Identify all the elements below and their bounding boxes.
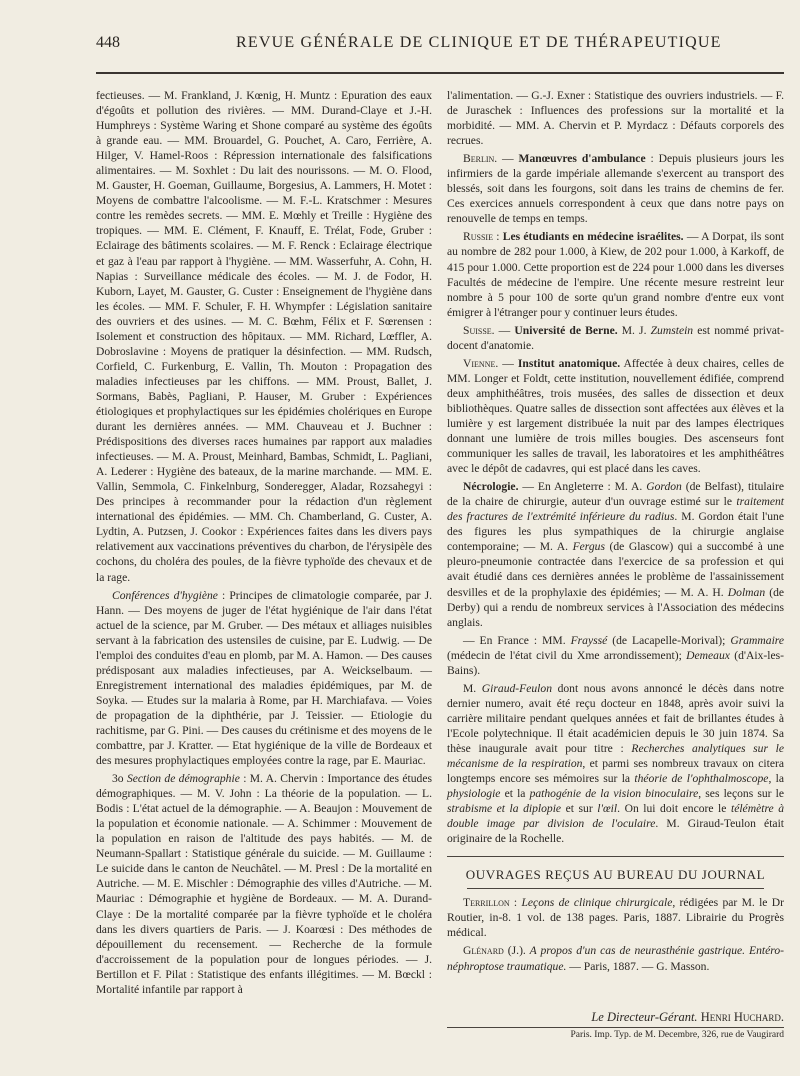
section-divider (447, 856, 784, 857)
paragraph-continuation: l'alimentation. — G.-J. Exner : Statistique des ouvriers industriels. — F. de Juraschek : Influences des professions sur la mortalité et la morbidité. — MM. A. Chervin et P. Myrdacz : Défauts corporels des recrues. (447, 89, 784, 148)
ouvrage-glenard: Glénard (J.). A propos d'un cas de neurasthénie gastrique. Entéro-néphroptose traumatique. — Paris, 1887. — G. Masson. (447, 944, 785, 973)
news-heading-suisse: Université de Berne. (514, 323, 618, 337)
left-column (96, 88, 432, 1000)
header-rule (96, 72, 784, 74)
necrologie-france: — En France : MM. Frayssé (de Lacapelle-Morival); Grammaire (médecin de l'état civil du Xme arrondissement); Demeaux (d'Aix-les-Bains). (447, 633, 785, 677)
paragraph-conferences: Conférences d'hygiène : Principes de climatologie comparée, par J. Hann. — Des moyens de juger de l'état hygiénique de l'air dans l'état actuel de la science, par M. Gruber. — Des métaux et alliages nuisibles servant à la fabrication des ustensiles de cuisine, par E. Ludwig. — De l'emploi des conduites d'eau en plomb, par M. A. Hamon. — Des causes prédisposant aux maladies infectieuses, par A. Weickselbaum. — Enregistrement international des maladies épidémiques, par M. de Soyka. — Etudes sur la malaria à Rome, par H. Marchiafava. — Voies de propagation de la diphthérie, par J. Teissier. — Etiologie du rachitisme, par G. Pini. — Des causes du crétinisme et des moyens de le combattre, par J. Kratter. — Etat hygiénique de la ville de Bordeaux et des mesures prophylactiques employées contre la rage, par E. Mauriac. (96, 588, 432, 768)
paragraph-demographie: 3o Section de démographie : M. A. Chervin : Importance des études démographiques. — M. V. John : La théorie de la population. — L. Bodis : L'état actuel de la démographie. — A. Beaujon : Mouvement de la population et économie nationale. — A. Schimmer : Mouvement de la population en raison de l'altitude des pays habités. — M. de Neumann-Spallart : Statistique générale du suicide. — M. Guillaume : Le suicide dans le canton de Neuchâtel. — M. Presl : De la mortalité en Autriche. — M. E. Mischler : Démographie des villes d'Autriche. — M. Mauriac : Démographie et hygiène de Bordeaux. — M. A. Durand-Claye : De la mortalité comparée par la fièvre typhoïde et le choléra dans les divers quartiers de Paris. — J. Koarœsi : Des méthodes de dépouillement du recensement. — Recherche de la formule d'accroissement de la population pour de longues périodes. — J. Bertillon et F. Pilat : Statistique des enfants illégitimes. — M. Bœckl : Mortalité infantile par rapport à (96, 772, 433, 996)
news-suisse: Suisse. — Université de Berne. M. J. Zumstein est nommé privat-docent d'anatomie. (447, 323, 785, 352)
news-vienne: Vienne. — Institut anatomique. Affectée à deux chaires, celles de MM. Longer et Foldt, cette institution, nouvellement édifiée, comprend deux amphithéâtres, trois musées, des salles de dissection et deux bibliothèques. Quatre salles de dissection sont affectées aux élèves et la lumière y est largement distribuée la nuit par des lampes électriques donnant une lumière de trois milles bougies. Des ascenseurs font communiquer les salles de travail, les laboratoires et les amphithéâtres avec le dépôt de cadavres, qui est placé dans les caves. (447, 356, 785, 476)
signature: Le Directeur-Gérant. Henri Huchard. (591, 1010, 784, 1024)
necrologie-heading: Nécrologie. (463, 480, 519, 494)
news-russie: Russie : Les étudiants en médecine israélites. — A Dorpat, ils sont au nombre de 282 pour 1.000, à Kiew, de 202 pour 1.000, à Karkoff, de 415 pour 1.000. Cette proportion est de 224 pour 1.000 dans les diverses Facultés de médecine de l'empire. Une récente mesure restreint leur nombre à 5 pour 100 de sorte qu'un grand nombre d'entre eux vont émigrer à l'étranger pour y continuer leurs études. (447, 230, 785, 319)
necrologie: Nécrologie. — En Angleterre : M. A. Gordon (de Belfast), titulaire de la chaire de chirurgie, auteur d'un ouvrage estimé sur le traitement des fractures de l'extrémité inférieure du radius. M. Gordon était l'une des figures les plus sympathiques de la chirurgie anglaise contemporaine; — M. A. Fergus (de Glascow) qui a succombé à une pleuro-pneumonie contractée dans l'exercice de sa profession et qui avait étudié dans ces dernières années le problème de l'assainissement desvilles et de la prophylaxie des épidémies; — M. A. H. Dolman (de Derby) qui a rendu de nombreux services à l'Association des médecins anglais. (447, 480, 785, 629)
ouvrage-terrillon: Terrillon : Leçons de clinique chirurgicale, rédigées par M. le Dr Routier, in-8. 1 vol. de 138 pages. Paris, 1887. Librairie du Progrès médical. (447, 896, 784, 940)
right-column (447, 88, 784, 977)
footer-rule (447, 1027, 784, 1028)
necrologie-giraud: M. Giraud-Feulon dont nous avons annoncé le décès dans notre dernier numero, avait été reçu docteur en 1848, après avoir suivi la carrière militaire pendant quelques années et fait de brillantes études à l'Ecole polytechnique. Il était académicien depuis le 30 juin 1874. Sa thèse inaugurale avait pour titre : Recherches analytiques sur le mécanisme de la respiration, et parmi ses nombreux travaux on citera longtemps encore ses mémoires sur la théorie de l'ophthalmoscope, la physiologie et la pathogénie de la vision binoculaire, ses leçons sur le strabisme et la diplopie et sur l'œil. On lui doit encore le télémètre à double image par division de l'oculaire. M. Giraud-Teulon était originaire de la Rochelle. (447, 681, 785, 846)
running-title: REVUE GÉNÉRALE DE CLINIQUE ET DE THÉRAPEUTIQUE (236, 34, 722, 51)
paragraph-congress-list: fectieuses. — M. Frankland, J. Kœnig, H. Muntz : Epuration des eaux d'égoûts et pollution des rivières. — MM. Durand-Claye et J.-H. Humphreys : Système Waring et Shone comparé au système des égoûts à grande eau. — MM. Brouardel, G. Pouchet, A. Caro, Ferrière, A. Hilger, V. Hamel-Roos : Répression internationale des falsifications alimentaires. — M. Soxhlet : Du lait des nourissons. — M. O. Flood, M. Gauster, H. Goeman, Guillaume, Borgesius, A. Lammers, H. Motet : Moyens de combattre l'alcoolisme. — M. F.-L. Kratschmer : Mesures contre les remèdes secrets. — MM. E. Mœhly et Treille : Hygiène des tropiques. — MM. E. Clément, F. Knauff, E. Trélat, Fode, Gruber : Eclairage des bâtiments scolaires. — M. F. Renck : Eclairage électrique et gaz à l'eau par rapport à l'hygiène. — MM. Wasserfuhr, A. Cohn, H. Napias : Surveillance médicale des écoles. — M. J. de Fodor, H. Kuborn, Layet, M. Gauster, G. Custer : Enseignement de l'hygiène dans les écoles. — MM. F. Schuler, F. H. Whympfer : Législation sanitaire des ouvriers et des usines. — M. C. Bœhm, Félix et F. Sœrensen : Isolement et construction des hôpitaux. — MM. Richard, Lœffler, A. Dobroslavine : Moyens de pratiquer la désinfection. — MM. Rudsch, Corfield, C. Furkenburg, E. Vallin, Th. Mouton : Propagation des maladies infectieuses par les chiffons. — MM. Proust, Ballet, J. Sormans, Babès, Pagliani, P. Hauser, M. Gruber : Expériences étiologiques et prophylactiques sur les épidémies cholériques en Europe durant les dernières années. — MM. Chauveau et J. Buchner : Prédispositions des diverses races humaines par rapport aux maladies infectieuses. — M. A. Proust, Meinhard, Bambas, Schmidt, L. Pagliani, A. Lederer : Hygiène des bateaux, de la marine marchande. — MM. E. Vallin, Semmola, C. Finkelnburg, Sonderegger, Aladar, Rozsahegyi : Des principes à recommander pour la rédaction d'un règlement international des épidémies. — MM. Ch. Chamberland, G. Custer, A. Lydtin, A. Putzsen, J. Cookor : Expériences faites dans les divers pays relativement aux vaccinations préventives du charbon, de l'érysipèle des cochons, du choléra des poules, de la fièvre typhoïde des chevaux et de la rage. (96, 89, 432, 584)
ouvrages-heading: OUVRAGES REÇUS AU BUREAU DU JOURNAL (465, 867, 766, 883)
page-number: 448 (96, 34, 120, 51)
printer-imprint: Paris. Imp. Typ. de M. Decembre, 326, rue de Vaugirard (570, 1030, 784, 1040)
section-heading-conferences: Conférences d'hygiène (112, 588, 218, 602)
section-heading-demographie: Section de démographie (126, 772, 240, 786)
news-heading-russie: Les étudiants en médecine israélites. (502, 230, 684, 244)
page-header (96, 30, 786, 60)
news-berlin: Berlin. — Manœuvres d'ambulance : Depuis plusieurs jours les infirmiers de la garde impériale allemande s'exercent au transport des blessés, soit dans les fourgons, soit dans les trains de chemins de fer. Ces exercices annuels correspondent à ceux que dans notre pays on renouvelle de temps en temps. (447, 152, 784, 226)
ouvrages-rule (467, 888, 764, 889)
news-heading-berlin: Manœuvres d'ambulance (518, 152, 646, 166)
news-heading-vienne: Institut anatomique. (517, 356, 621, 370)
